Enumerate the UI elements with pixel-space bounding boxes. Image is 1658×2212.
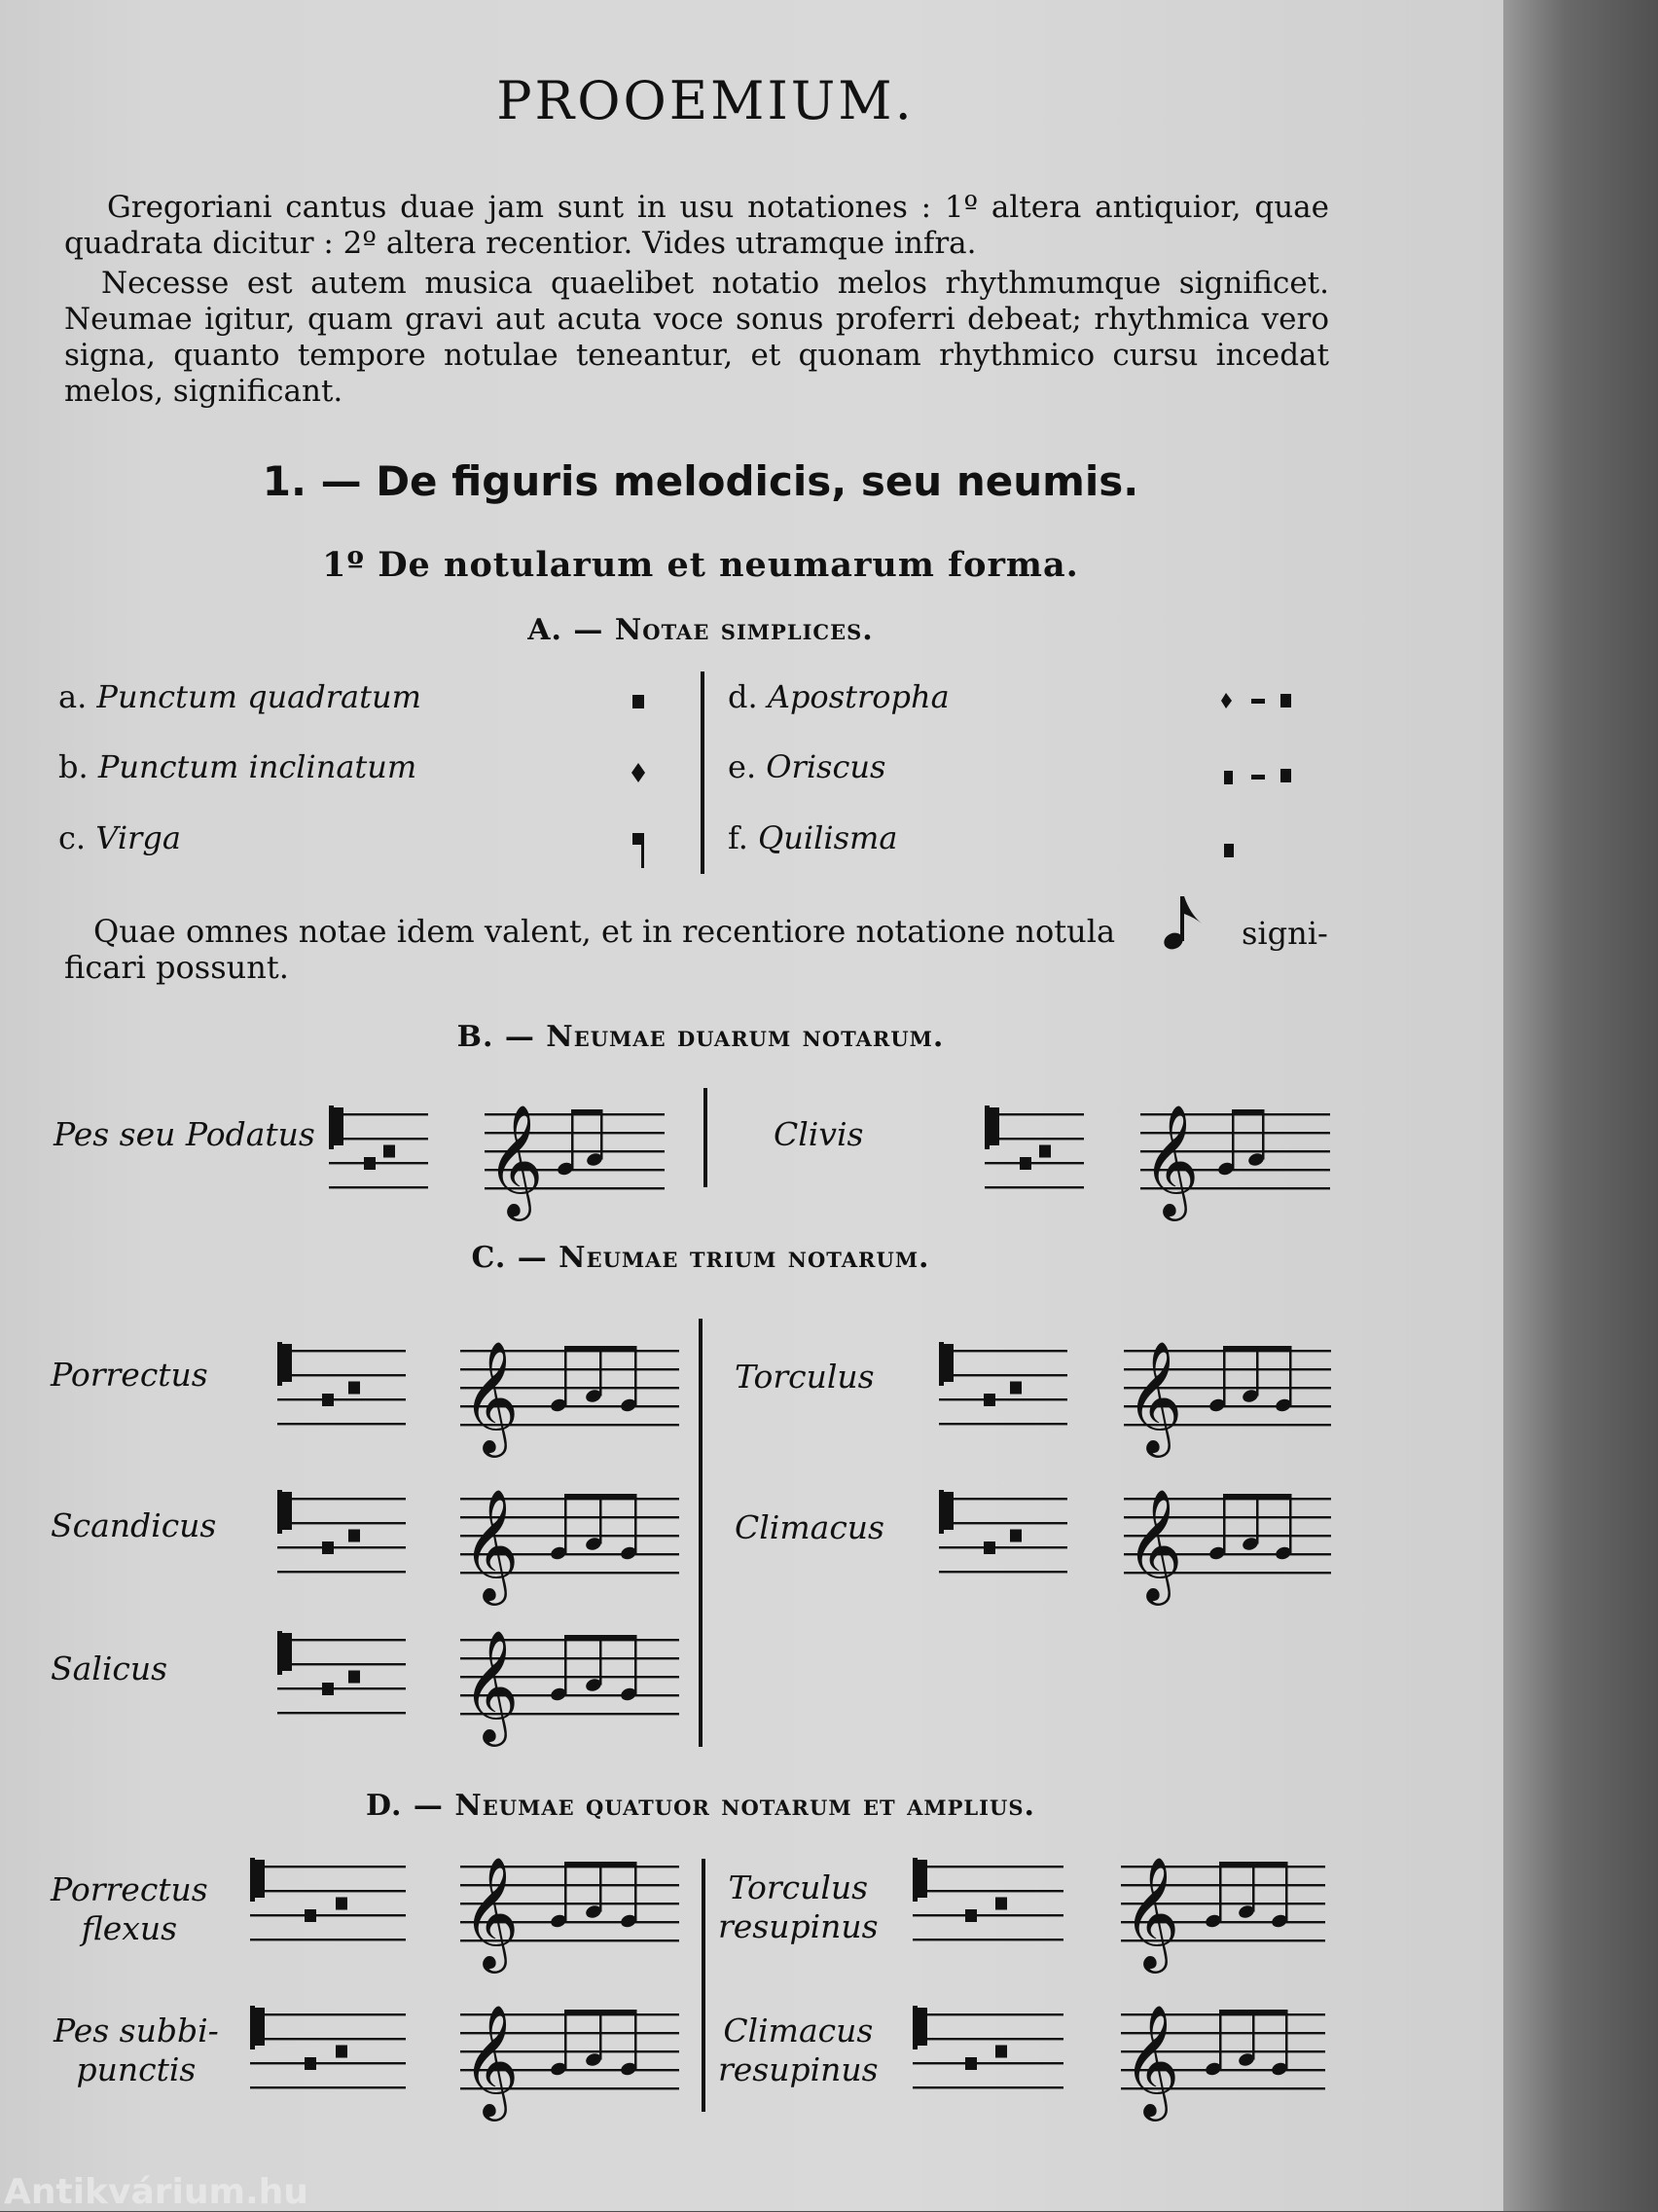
simple-notes-glyphs (623, 681, 662, 876)
neume-name-pes-subbipunctis (54, 2012, 219, 2089)
section-b-title: B. — Neumae duarum notarum. (456, 1020, 945, 1054)
neume-name-porrectus: Porrectus (51, 1356, 208, 1394)
column-divider (703, 1088, 707, 1187)
staff-torculus-resupinus-modern (1121, 1852, 1325, 1969)
staff-pes-subbipunctis-square (250, 2000, 406, 2112)
staff-climacus-modern (1124, 1484, 1331, 1601)
staff-salicus-modern (460, 1625, 679, 1742)
staff-clivis-square (985, 1100, 1084, 1212)
item-name: Oriscus (766, 748, 886, 785)
heading-figures: 1. — De figuris melodicis, seu neumis. (262, 457, 1139, 505)
staff-pes-subbipunctis-modern (460, 2000, 679, 2117)
staff-porrectus-flexus-square (250, 1852, 406, 1964)
item-name: Apostropha (767, 678, 950, 715)
staff-scandicus-modern (460, 1484, 679, 1601)
virga-stem-glyph (641, 833, 644, 868)
column-divider (702, 1859, 705, 2112)
column-divider (701, 671, 704, 874)
staff-climacus-resupinus-modern (1121, 2000, 1325, 2117)
svg-text:𝄞: 𝄞 (462, 1341, 520, 1453)
column-divider (699, 1319, 703, 1747)
staff-porrectus-modern (460, 1336, 679, 1453)
name-line-1: Pes subbi- (54, 2012, 219, 2049)
page-title: PROOEMIUM. (496, 70, 915, 131)
item-oriscus (728, 748, 885, 785)
eighth-note-icon (1163, 890, 1211, 959)
staff-torculus-modern (1124, 1336, 1331, 1453)
svg-text:𝄞: 𝄞 (462, 1489, 520, 1601)
section-a-note-line-3: ficari possunt. (64, 949, 289, 986)
item-apostropha (728, 678, 950, 715)
name-line-2: resupinus (718, 1907, 879, 1945)
item-letter: e. (728, 748, 757, 785)
oriscus-glyph (1224, 771, 1233, 784)
item-letter: c. (58, 819, 87, 856)
item-virga (58, 819, 181, 856)
item-quilisma (728, 819, 897, 856)
svg-text:𝄞: 𝄞 (1126, 1341, 1183, 1453)
section-d-title: D. — Neumae quatuor notarum et amplius. (366, 1789, 1035, 1823)
neume-name-porrectus-flexus (51, 1870, 208, 1948)
svg-text:𝄞: 𝄞 (462, 1857, 520, 1969)
item-letter: f. (728, 819, 748, 856)
name-line-2: flexus (81, 1909, 178, 1947)
item-letter: a. (58, 678, 88, 715)
staff-torculus-resupinus-square (913, 1852, 1063, 1964)
heading-form: 1º De notularum et neumarum forma. (322, 545, 1079, 585)
neume-name-scandicus: Scandicus (51, 1506, 217, 1544)
item-punctum-quadratum (58, 678, 421, 715)
staff-porrectus-flexus-modern (460, 1852, 679, 1969)
watermark: Antikvárium.hu (4, 2172, 308, 2212)
svg-text:𝄞: 𝄞 (1126, 1489, 1183, 1601)
neume-name-torculus-resupinus (718, 1868, 879, 1946)
staff-salicus-square (277, 1625, 406, 1737)
section-a-title: A. — Notae simplices. (527, 613, 874, 647)
item-name: Punctum quadratum (96, 678, 421, 715)
svg-text:𝄞: 𝄞 (1142, 1105, 1200, 1216)
staff-pes-square (329, 1100, 428, 1212)
item-letter: b. (58, 748, 89, 785)
staff-clivis-modern (1140, 1100, 1330, 1216)
neume-name-climacus: Climacus (735, 1508, 884, 1546)
neume-name-climacus-resupinus (718, 2012, 879, 2089)
punctum-inclinatum-glyph (631, 763, 645, 782)
staff-climacus-square (939, 1484, 1067, 1596)
item-name: Virga (95, 819, 181, 856)
neume-name-pes: Pes seu Podatus (54, 1115, 315, 1153)
svg-text:𝄞: 𝄞 (1123, 1857, 1180, 1969)
quilisma-glyph (1224, 844, 1234, 857)
staff-climacus-resupinus-square (913, 2000, 1063, 2112)
intro-paragraph-2: Necesse est autem musica quaelibet notatio melos rhythmumque significet. Neumae igitur, quam gravi aut acuta voce sonus proferri debeat; rhythmica vero signa, quanto tempore notulae teneantur, et quonam rhythmico cursu incedat melos, significant. (64, 266, 1329, 409)
punctum-quadratum-glyph (632, 695, 644, 708)
section-a-note-line-2: signi- (1242, 915, 1328, 952)
svg-text:𝄞: 𝄞 (1123, 2005, 1180, 2117)
svg-text:𝄞: 𝄞 (487, 1105, 544, 1216)
name-line-2: punctis (76, 2050, 197, 2088)
svg-text:𝄞: 𝄞 (462, 1630, 520, 1742)
name-line-1: Climacus (723, 2012, 874, 2049)
name-line-2: resupinus (718, 2050, 879, 2088)
name-line-1: Porrectus (51, 1870, 208, 1908)
item-letter: d. (728, 678, 758, 715)
item-punctum-inclinatum (58, 748, 416, 785)
svg-text:𝄞: 𝄞 (462, 2005, 520, 2117)
item-name: Quilisma (758, 819, 898, 856)
simple-notes-glyphs-right (1216, 693, 1304, 878)
page-edge-shadow (1503, 0, 1658, 2211)
neume-name-salicus: Salicus (51, 1650, 168, 1687)
staff-scandicus-square (277, 1484, 406, 1596)
staff-porrectus-square (277, 1336, 406, 1448)
apostropha-glyph (1221, 693, 1232, 708)
section-a-note-line-1: Quae omnes notae idem valent, et in recentiore notatione notula (93, 913, 1116, 950)
item-name: Punctum inclinatum (97, 748, 417, 785)
neume-name-torculus: Torculus (735, 1358, 875, 1396)
staff-pes-modern (485, 1100, 665, 1216)
staff-torculus-square (939, 1336, 1067, 1448)
neume-name-clivis: Clivis (774, 1115, 864, 1153)
name-line-1: Torculus (728, 1868, 869, 1906)
section-c-title: C. — Neumae trium notarum. (471, 1241, 930, 1275)
intro-paragraph-1: Gregoriani cantus duae jam sunt in usu notationes : 1º altera antiquior, quae quadrata dicitur : 2º altera recentior. Vides utramque infra. (64, 190, 1329, 261)
